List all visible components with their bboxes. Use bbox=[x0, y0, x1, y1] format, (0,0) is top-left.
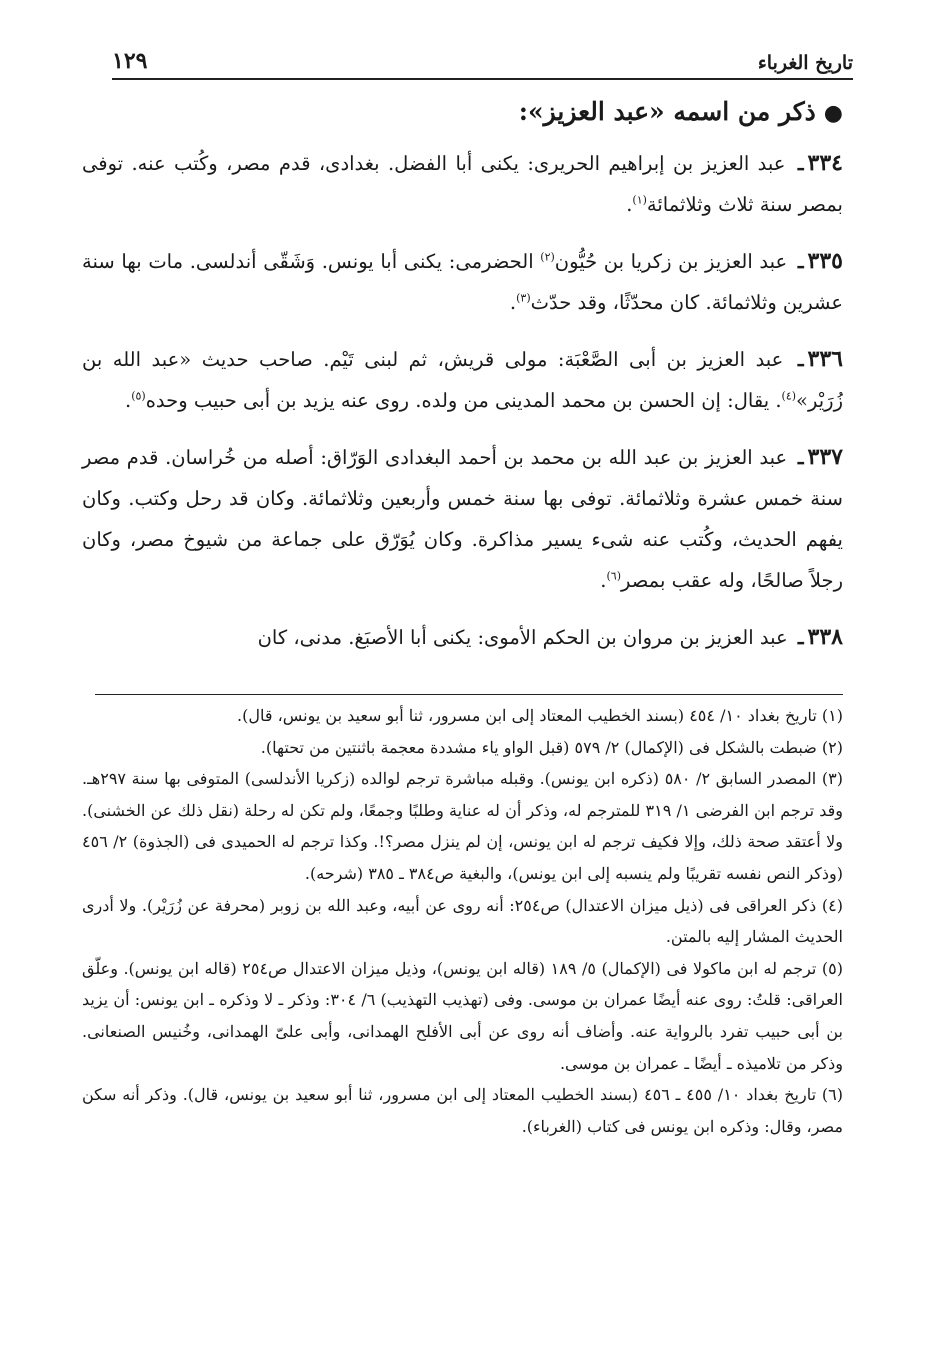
entry-text: عبد العزيز بن زكريا بن حُيُّون bbox=[554, 250, 788, 273]
footnote-text: تاريخ بغداد ١٠/ ٤٥٥ ـ ٤٥٦ (بسند الخطيب المعتاد إلى ابن مسرور، ثنا أبو سعيد بن يونس، قال). وذكر أنه سكن مصر، وقال: وذكره ابن يونس فى كتاب (الغرباء). bbox=[82, 1085, 843, 1136]
entry-text: عبد العزيز بن أبى الصَّعْبَة: مولى قريش، ثم لبنى تَيْم. صاحب حديث «عبد الله بن زُرَيْر» bbox=[82, 348, 843, 412]
entry-text: عبد العزيز بن إبراهيم الحريرى: يكنى أبا الفضل. بغدادى، قدم مصر، وكُتب عنه. توفى بمصر سنة ثلاث وثلاثمائة bbox=[82, 152, 843, 216]
footnote-ref[interactable]: (٣) bbox=[516, 291, 531, 305]
footnote-6 bbox=[82, 1079, 843, 1142]
entry-number: ٣٣٨ bbox=[807, 624, 843, 650]
bullet-icon: ● bbox=[823, 100, 843, 126]
entry-number: ٣٣٥ bbox=[807, 248, 843, 274]
entry-text-cont: . يقال: إن الحسن بن محمد المدينى من ولده. روى عنه يزيد بن أبى حبيب وحده bbox=[145, 389, 782, 412]
footnote-ref[interactable]: (١) bbox=[632, 193, 647, 207]
section-heading-text: ذكر من اسمه «عبد العزيز»: bbox=[518, 97, 816, 126]
section-heading bbox=[112, 92, 843, 133]
page-number: ١٢٩ bbox=[112, 48, 148, 74]
entries-list bbox=[82, 143, 843, 674]
footnote-ref[interactable]: (٥) bbox=[131, 389, 146, 403]
footnote-number: (٢) bbox=[821, 737, 843, 757]
footnote-number: (٣) bbox=[821, 769, 843, 789]
entry-number: ٣٣٧ bbox=[807, 444, 843, 470]
entry-number: ٣٣٦ bbox=[807, 346, 843, 372]
entry-text: عبد العزيز بن مروان بن الحكم الأموى: يكنى أبا الأصبَغ. مدنى، كان bbox=[257, 626, 788, 649]
footnote-number: (٥) bbox=[821, 958, 844, 978]
footnote-5 bbox=[82, 953, 843, 1079]
footnote-ref[interactable]: (٤) bbox=[781, 389, 797, 403]
entry-number: ٣٣٤ bbox=[807, 150, 843, 176]
footnote-number: (٤) bbox=[821, 895, 843, 915]
footnote-2 bbox=[82, 732, 843, 764]
running-title: تاريخ الغرباء bbox=[757, 52, 853, 74]
entry-335: ٣٣٥ـ عبد العزيز بن زكريا بن حُيُّون$^{(٢)}$ الحضرمى: يكنى أبا يونس. وَشَقّى أندلسى. مات بها سنة عشرين وثلاثمائة. كان محدّثًا، وقد حدّث$^{(٣)}$. bbox=[82, 248, 843, 314]
entry-337: ٣٣٧ـ عبد العزيز بن عبد الله بن محمد بن أحمد البغدادى الوَرّاق: أصله من خُراسان. قدم مصر سنة خمس عشرة وثلاثمائة. توفى بها سنة خمس وأربعين وثلاثمائة. وكان قد رحل وكتب. وكان يفهم الحديث، وكُتب عنه شىء يسير مذاكرة. وكان يُوَرّق على جماعة من شيوخ مصر، وكان رجلاً صالحًا، وله عقب بمصر$^{(٦)}$. bbox=[82, 444, 843, 592]
footnote-text: ترجم له ابن ماكولا فى (الإكمال) ٥/ ١٨٩ (قاله ابن يونس)، وذيل ميزان الاعتدال ص٢٥٤ (قاله ابن يونس). وعلّق العراقى: قلتُ: روى عنه أيضًا عمران بن موسى. وفى (تهذيب التهذيب) ٦/ ٣٠٤: وذكر ـ لا وذكره ـ ابن يونس: أن يزيد بن أبى حبيب تفرد بالرواية عنه. وأضاف أنه روى عن أبى الأفلح الهمدانى، وأبى علىّ الهمدانى، وخُنيس الصنعانى. وذكر من تلاميذه ـ أيضًا ـ عمران بن موسى. bbox=[82, 958, 843, 1073]
footnote-number: (٦) bbox=[821, 1085, 843, 1105]
footnote-text: ذكر العراقى فى (ذيل ميزان الاعتدال) ص٢٥٤: أنه روى عن أبيه، وعبد الله بن زوبر (محرفة عن زُرَيْر). ولا أدرى الحديث المشار إليه بالمتن. bbox=[82, 895, 843, 947]
footnote-divider bbox=[95, 694, 843, 695]
footnote-1 bbox=[82, 700, 843, 732]
footnote-4 bbox=[82, 890, 843, 953]
footnotes bbox=[82, 700, 843, 1142]
entry-334: ٣٣٤ـ عبد العزيز بن إبراهيم الحريرى: يكنى أبا الفضل. بغدادى، قدم مصر، وكُتب عنه. توفى بمصر سنة ثلاث وثلاثمائة$^{(١)}$. bbox=[82, 150, 843, 216]
entry-338: ٣٣٨ـ عبد العزيز بن مروان بن الحكم الأموى: يكنى أبا الأصبَغ. مدنى، كان bbox=[257, 624, 843, 650]
footnote-text: المصدر السابق ٢/ ٥٨٠ (ذكره ابن يونس). وقبله مباشرة ترجم لوالده (زكريا الأندلسى) المتوفى بها سنة ٢٩٧هـ. وقد ترجم ابن الفرضى ١/ ٣١٩ للمترجم له، وذكر أن له عناية وطلبًا وجمعًا، ولم تكن له رحلة (نقل ذلك عن الخشنى). ولا أعتقد صحة ذلك، وإلا فكيف ترجم له ابن يونس، إن لم ينزل مصر؟!. وكذا ترجم له الحميدى فى (الجذوة) ٢/ ٤٥٦ (وذكر النص نفسه تقريبًا ولم ينسبه إلى ابن يونس)، والبغية ص٣٨٤ ـ ٣٨٥ (شرحه). bbox=[82, 769, 844, 883]
entry-text: عبد العزيز بن عبد الله بن محمد بن أحمد البغدادى الوَرّاق: أصله من خُراسان. قدم مصر سنة خمس عشرة وثلاثمائة. توفى بها سنة خمس وأربعين وثلاثمائة. وكان قد رحل وكتب. وكان يفهم الحديث، وكُتب عنه شىء يسير مذاكرة. وكان يُوَرّق على جماعة من شيوخ مصر، وكان رجلاً صالحًا، وله عقب بمصر bbox=[82, 446, 843, 592]
footnote-text: تاريخ بغداد ١٠/ ٤٥٤ (بسند الخطيب المعتاد إلى ابن مسرور، ثنا أبو سعيد بن يونس، قال). bbox=[237, 706, 817, 725]
entry-text-cont: الحضرمى: يكنى أبا يونس. وَشَقّى أندلسى. مات بها سنة عشرين وثلاثمائة. كان محدّثًا، وقد حدّث bbox=[82, 250, 843, 314]
footnote-text: ضبطت بالشكل فى (الإكمال) ٢/ ٥٧٩ (قبل الواو ياء مشددة معجمة باثنتين من تحتها). bbox=[260, 737, 817, 757]
running-header bbox=[112, 38, 853, 80]
footnote-3 bbox=[82, 763, 843, 889]
footnote-number: (١) bbox=[821, 706, 843, 725]
footnote-ref[interactable]: (٦) bbox=[606, 569, 621, 583]
footnote-ref[interactable]: (٢) bbox=[540, 250, 555, 264]
entry-336: ٣٣٦ـ عبد العزيز بن أبى الصَّعْبَة: مولى قريش، ثم لبنى تَيْم. صاحب حديث «عبد الله بن زُرَيْر»$^{(٤)}$. يقال: إن الحسن بن محمد المدينى من ولده. روى عنه يزيد بن أبى حبيب وحده$^{(٥)}$. bbox=[82, 346, 843, 412]
